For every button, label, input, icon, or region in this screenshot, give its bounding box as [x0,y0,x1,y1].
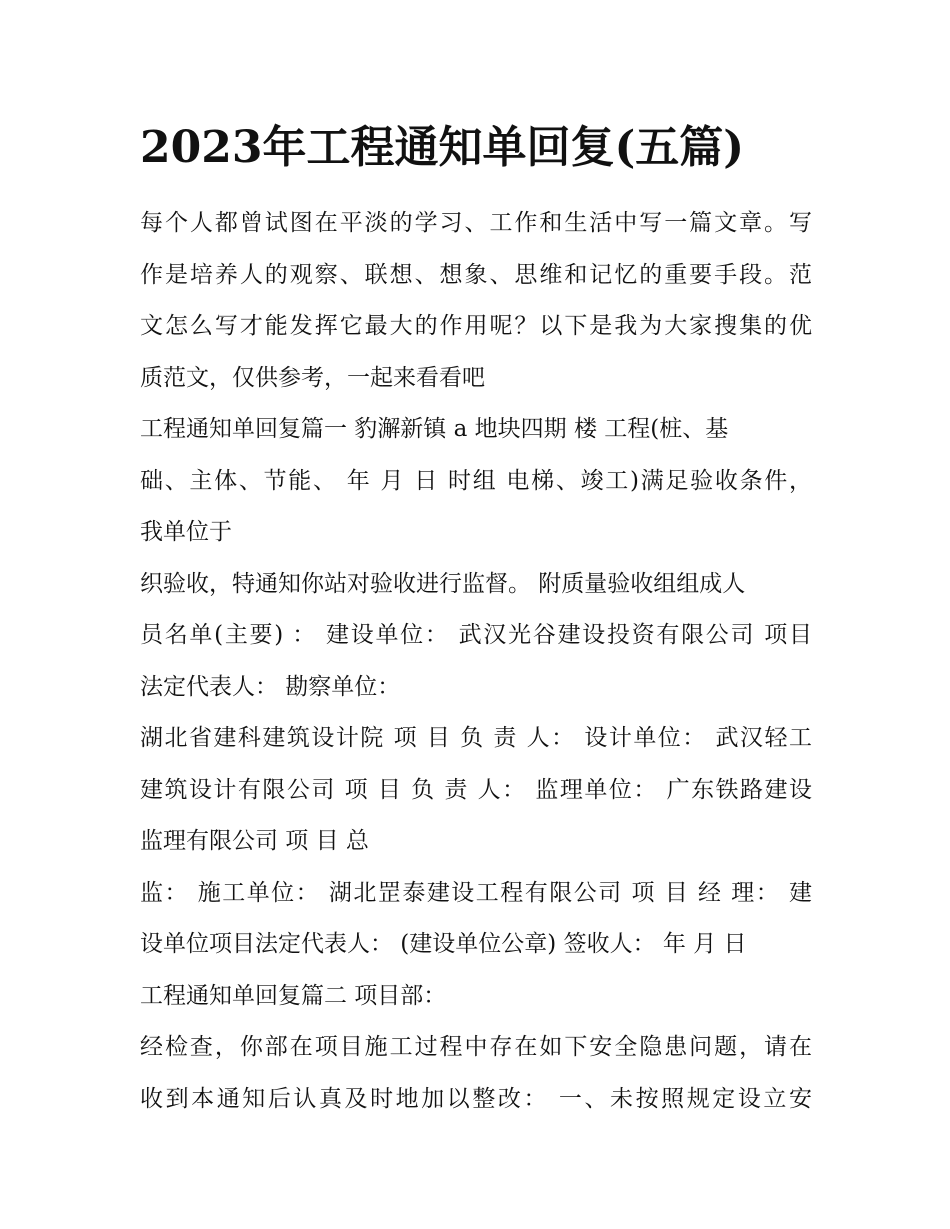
text-line: 湖北省建科建筑设计院 项 目 负 责 人： 设计单位： 武汉轻工 [140,725,812,751]
text-line: 质范文，仅供参考，一起来看看吧 [140,364,485,391]
text-line: 员名单(主要) ： 建设单位： 武汉光谷建设投资有限公司 项目 [140,622,812,648]
text-line: 设单位项目法定代表人： (建设单位公章) 签收人： 年 月 日 [140,931,747,957]
text-line: 础、主体、节能、 年 月 日 时组 电梯、竣工)满足验收条件， [140,467,812,494]
document-title: 2023年工程通知单回复(五篇) [140,122,745,173]
text-line: 工程通知单回复篇二 项目部： [140,982,447,1009]
text-line: 收到本通知后认真及时地加以整改： 一、未按照规定设立安 [140,1085,812,1112]
text-line: 织验收，特通知你站对验收进行监督。 附质量验收组组成人 [140,570,746,597]
text-line: 建筑设计有限公司 项 目 负 责 人： 监理单位： 广东铁路建设 [140,776,812,803]
document-body [140,198,812,1125]
text-line: 监理有限公司 项 目 总 [140,828,369,854]
text-line: 每个人都曾试图在平淡的学习、工作和生活中写一篇文章。写 [140,210,812,236]
text-line: 我单位于 [140,519,232,545]
text-line: 法定代表人： 勘察单位： [140,673,401,700]
text-line: 作是培养人的观察、联想、想象、思维和记忆的重要手段。范 [140,261,812,288]
text-line: 工程通知单回复篇一 豹澥新镇 a 地块四期 楼 工程(桩、基 [140,416,729,442]
text-line: 监： 施工单位： 湖北罡泰建设工程有限公司 项 目 经 理： 建 [140,879,812,906]
text-line: 经检查，你部在项目施工过程中存在如下安全隐患问题，请在 [140,1034,812,1060]
text-line: 文怎么写才能发挥它最大的作用呢？以下是我为大家搜集的优 [140,313,812,339]
